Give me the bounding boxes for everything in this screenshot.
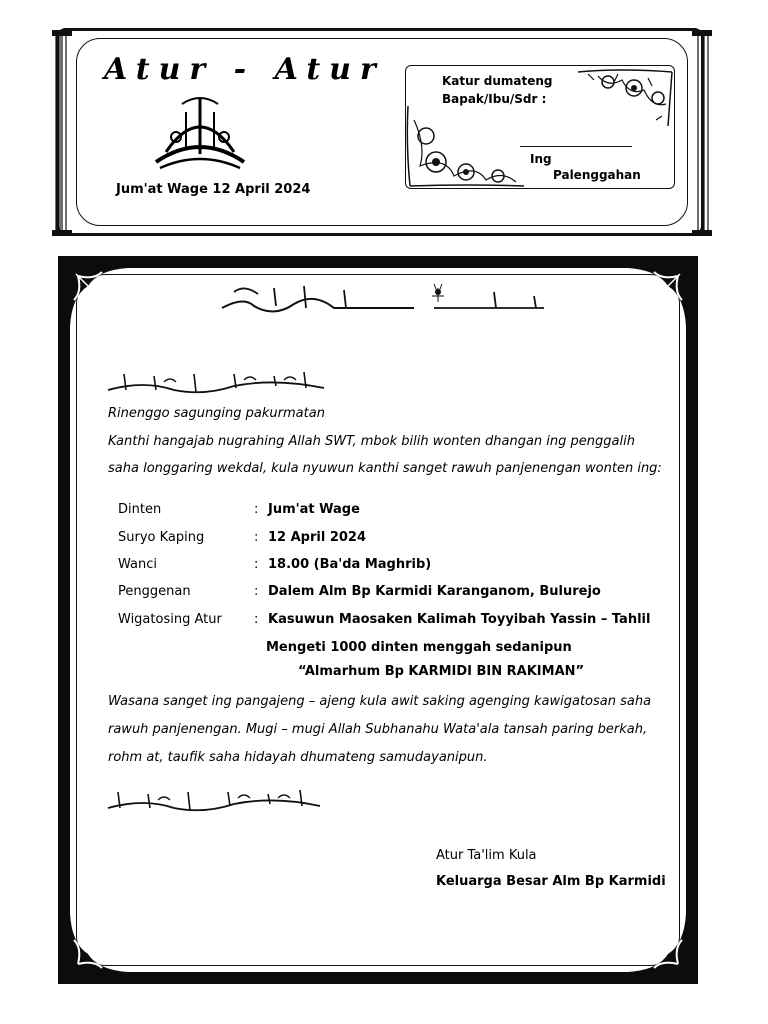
purpose-line-2: Mengeti 1000 dinten menggah sedanipun xyxy=(266,640,572,655)
closing-line-3: rohm at, taufik saha hidayah dhumateng samudayanipun. xyxy=(108,750,488,765)
detail-value-wigatosing-atur: Kasuwun Maosaken Kalimah Toyyibah Yassin – Tahlil xyxy=(268,612,651,627)
recipient-ing: Ing xyxy=(530,152,552,166)
salam-closing-calligraphy-icon xyxy=(104,786,326,816)
detail-value-dinten: Jum'at Wage xyxy=(268,502,360,517)
calligraphy-emblem-icon xyxy=(146,92,254,172)
right-pillar-ornament xyxy=(686,28,716,238)
intro-line-1: Kanthi hangajab nugrahing Allah SWT, mbok bilih wonten dhangan ing penggalih xyxy=(108,434,635,449)
floral-corner-bottom-icon xyxy=(406,106,526,188)
detail-colon: : xyxy=(254,557,259,572)
detail-label-wigatosing-atur: Wigatosing Atur xyxy=(118,612,222,627)
closing-line-1: Wasana sanget ing pangajeng – ajeng kula awit saking agenging kawigatosan saha xyxy=(108,694,652,709)
detail-colon: : xyxy=(254,612,259,627)
corner-ornament-top-right-icon xyxy=(628,256,698,326)
envelope-title: Atur - Atur xyxy=(104,52,385,87)
detail-colon: : xyxy=(254,584,259,599)
left-pillar-ornament xyxy=(52,28,82,238)
detail-label-penggenan: Penggenan xyxy=(118,584,191,599)
purpose-line-3: “Almarhum Bp KARMIDI BIN RAKIMAN” xyxy=(298,664,585,679)
closing-line-2: rawuh panjenengan. Mugi – mugi Allah Subhanahu Wata'ala tansah paring berkah, xyxy=(108,722,648,737)
recipient-addressee: Bapak/Ibu/Sdr : xyxy=(442,92,547,106)
corner-ornament-bottom-left-icon xyxy=(58,914,128,984)
detail-label-wanci: Wanci xyxy=(118,557,157,572)
recipient-palenggahan: Palenggahan xyxy=(553,168,641,182)
greeting-line: Rinenggo sagunging pakurmatan xyxy=(108,406,325,421)
envelope-date: Jum'at Wage 12 April 2024 xyxy=(116,182,311,197)
floral-corner-top-icon xyxy=(578,68,674,128)
detail-label-suryo-kaping: Suryo Kaping xyxy=(118,530,205,545)
detail-colon: : xyxy=(254,502,259,517)
detail-label-dinten: Dinten xyxy=(118,502,162,517)
detail-value-suryo-kaping: 12 April 2024 xyxy=(268,530,367,545)
bismillah-calligraphy-icon xyxy=(214,278,550,322)
salam-opening-calligraphy-icon xyxy=(104,368,330,398)
recipient-name-line xyxy=(520,146,632,147)
signoff-name: Keluarga Besar Alm Bp Karmidi xyxy=(436,874,666,889)
intro-line-2: saha longgaring wekdal, kula nyuwun kanthi sanget rawuh panjenengan wonten ing: xyxy=(108,461,662,476)
signoff-label: Atur Ta'lim Kula xyxy=(436,848,537,863)
corner-ornament-top-left-icon xyxy=(58,256,128,326)
detail-colon: : xyxy=(254,530,259,545)
detail-value-penggenan: Dalem Alm Bp Karmidi Karanganom, Bulurejo xyxy=(268,584,601,599)
corner-ornament-bottom-right-icon xyxy=(628,914,698,984)
recipient-label: Katur dumateng xyxy=(442,74,553,88)
detail-value-wanci: 18.00 (Ba'da Maghrib) xyxy=(268,557,432,572)
